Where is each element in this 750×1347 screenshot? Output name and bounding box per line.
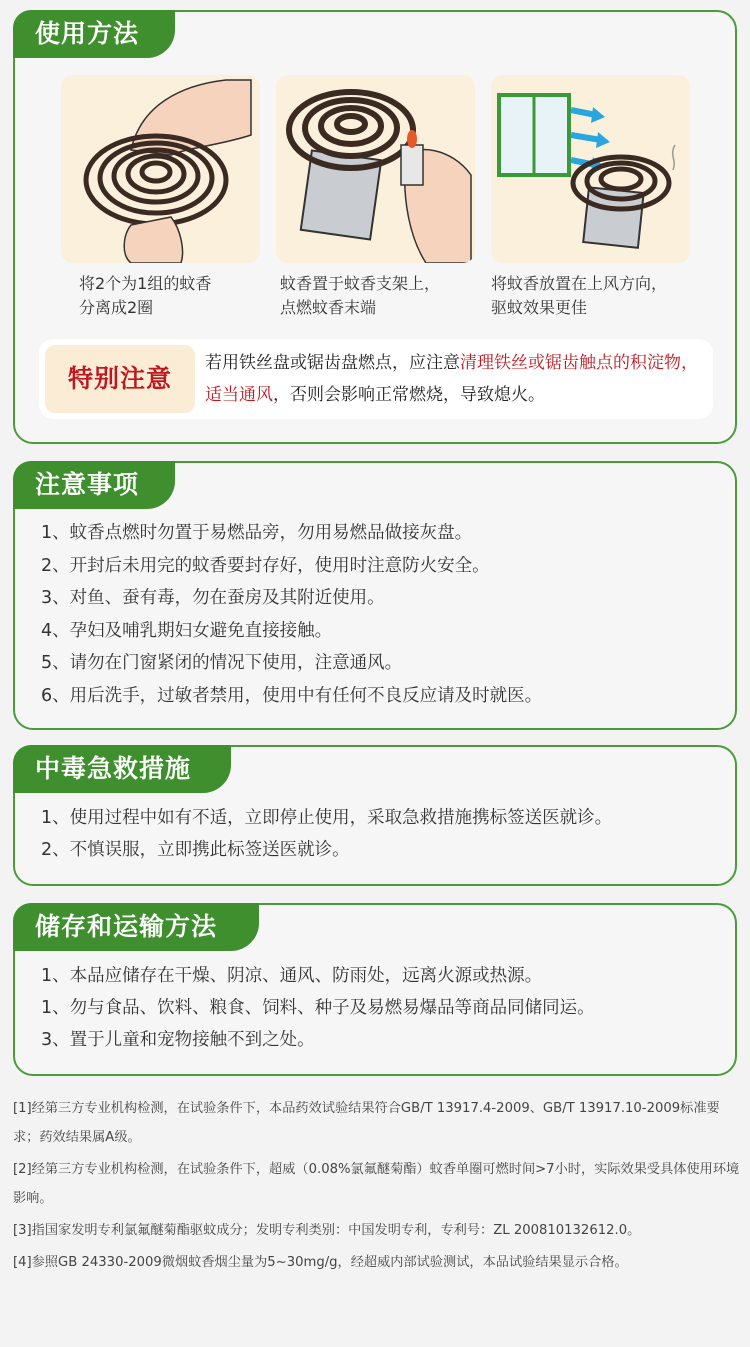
- precautions-list: [41, 517, 542, 713]
- storage-title: 储存和运输方法: [13, 903, 259, 951]
- storage-list: [41, 960, 595, 1056]
- notice-text-part1: 若用铁丝盘或锯齿盘燃点，应注意: [205, 353, 460, 373]
- step2-caption: [280, 272, 490, 320]
- step3-image: [491, 75, 690, 263]
- list-item: 1、蚊香点燃时勿置于易燃品旁，勿用易燃品做接灰盘。: [41, 523, 473, 543]
- list-item: 2、不慎误服，立即携此标签送医就诊。: [41, 840, 350, 860]
- list-item: 6、用后洗手，过敏者禁用，使用中有任何不良反应请及时就医。: [41, 685, 543, 706]
- first-aid-list: [41, 802, 612, 866]
- separate-coils-illustration: [61, 75, 260, 263]
- list-item: 1、使用过程中如有不适，立即停止使用，采取急救措施携标签送医就诊。: [41, 808, 613, 828]
- step2-caption-line1: 蚊香置于蚊香支架上，: [280, 274, 441, 293]
- light-coil-illustration: [276, 75, 475, 263]
- usage-section: [13, 10, 737, 444]
- special-notice: [39, 339, 713, 419]
- footnote: [2]经第三方专业机构检测，在试验条件下，超威（0.08%氯氟醚菊酯）蚊香单圈可燃时间>7小时，实际效果受具体使用环境影响。: [13, 1162, 740, 1206]
- footnote: [4]参照GB 24330-2009微烟蚊香烟尘量为5~30mg/g，经超威内部试验测试，本品试验结果显示合格。: [13, 1255, 628, 1270]
- footnote: [1]经第三方专业机构检测，在试验条件下，本品药效试验结果符合GB/T 13917.4-2009、GB/T 13917.10-2009标准要求；药效结果属A级。: [13, 1101, 720, 1145]
- notice-label: 特别注意: [45, 345, 195, 413]
- list-item: 2、开封后未用完的蚊香要封存好，使用时注意防火安全。: [41, 555, 490, 576]
- precautions-title: 注意事项: [13, 461, 175, 509]
- footnote: [3]指国家发明专利氯氟醚菊酯驱蚊成分；发明专利类别：中国发明专利，专利号：ZL 200810132612.0。: [13, 1223, 641, 1238]
- step1-caption-line2: 分离成2圈: [79, 298, 154, 317]
- notice-text: [205, 347, 711, 411]
- step2-image: [276, 75, 475, 263]
- upwind-placement-illustration: [491, 75, 690, 263]
- step1-image: [61, 75, 260, 263]
- first-aid-title: 中毒急救措施: [13, 745, 231, 793]
- list-item: 3、对鱼、蚕有毒，勿在蚕房及其附近使用。: [41, 588, 385, 609]
- list-item: 3、置于儿童和宠物接触不到之处。: [41, 1030, 315, 1050]
- step1-caption-line1: 将2个为1组的蚊香: [79, 274, 212, 293]
- usage-title: 使用方法: [13, 10, 175, 58]
- step3-caption-line1: 将蚊香放置在上风方向，: [491, 274, 668, 293]
- precautions-section: [13, 461, 737, 730]
- storage-section: [13, 903, 737, 1076]
- step2-caption-line2: 点燃蚊香末端: [280, 298, 377, 317]
- step3-caption-line2: 驱蚊效果更佳: [491, 298, 588, 317]
- step1-caption: [79, 272, 289, 320]
- notice-text-part2: ，否则会影响正常燃烧，导致熄火。: [273, 385, 545, 405]
- first-aid-section: [13, 745, 737, 886]
- list-item: 4、孕妇及哺乳期妇女避免直接接触。: [41, 620, 333, 641]
- notice-text-highlight: 清理铁丝或锯齿触点的积淀物，适当通风: [205, 353, 698, 405]
- footnotes: [13, 1094, 741, 1280]
- list-item: 1、勿与食品、饮料、粮食、饲料、种子及易燃易爆品等商品同储同运。: [41, 998, 595, 1018]
- list-item: 5、请勿在门窗紧闭的情况下使用，注意通风。: [41, 653, 403, 674]
- step3-caption: [491, 272, 701, 320]
- list-item: 1、本品应储存在干燥、阴凉、通风、防雨处，远离火源或热源。: [41, 966, 543, 986]
